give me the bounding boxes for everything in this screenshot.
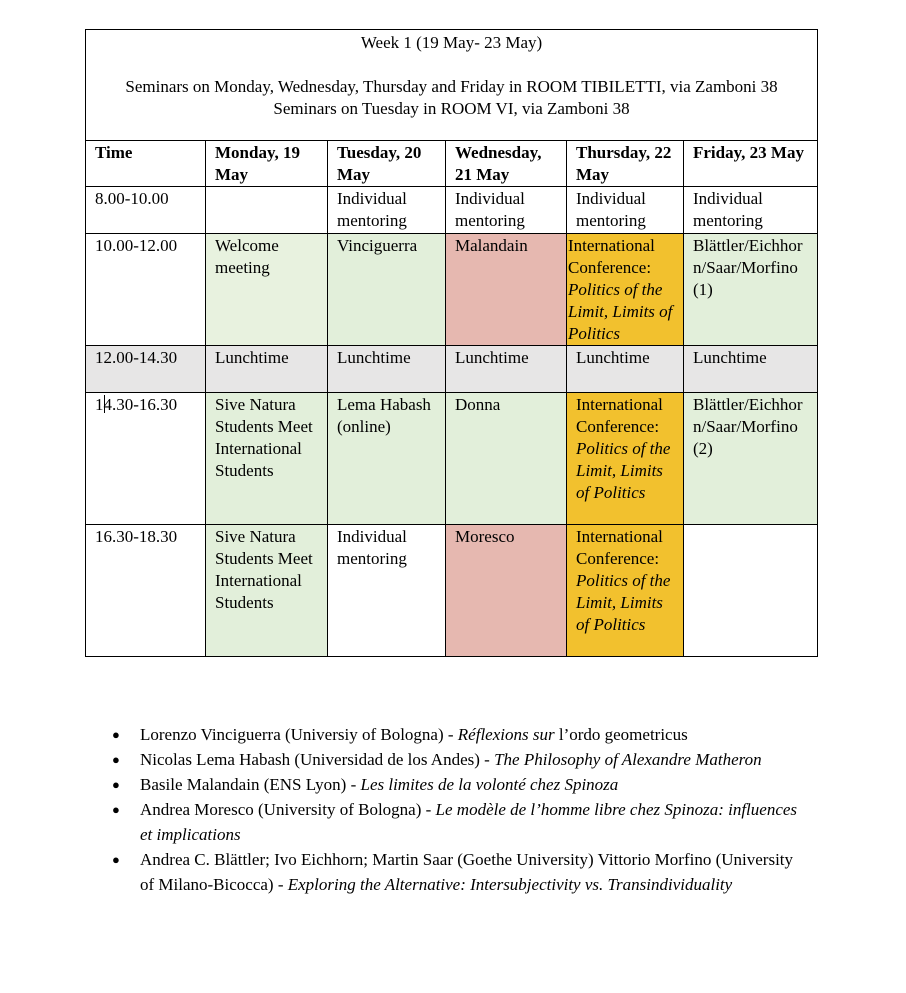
bullet-icon: ● xyxy=(112,752,120,767)
table-title-row xyxy=(86,30,818,141)
cell-wednesday: Malandain xyxy=(446,234,567,346)
list-item: ● Basile Malandain (ENS Lyon) - Les limites de la volonté chez Spinoza xyxy=(108,772,808,797)
location-line-1: Seminars on Monday, Wednesday, Thursday and Friday in ROOM TIBILETTI, via Zamboni 38 xyxy=(125,77,778,96)
list-item: ● Andrea C. Blättler; Ivo Eichhorn; Martin Saar (Goethe University) Vittorio Morfino (University of Milano-Bicocca) - Exploring the Alternative: Intersubjectivity vs. Transindividuality xyxy=(108,847,808,897)
list-item: ● Nicolas Lema Habash (Universidad de los Andes) - The Philosophy of Alexandre Matheron xyxy=(108,747,808,772)
conference-title: Politics of the Limit, Limits of Politics xyxy=(568,280,673,343)
header-monday: Monday, 19 May xyxy=(206,141,328,187)
bullet-icon: ● xyxy=(112,727,120,742)
cell-thursday xyxy=(567,525,684,657)
cell-tuesday: Lunchtime xyxy=(328,346,446,393)
cell-tuesday: Individual mentoring xyxy=(328,525,446,657)
location-line-2: Seminars on Tuesday in ROOM VI, via Zamboni 38 xyxy=(273,99,630,118)
conference-title: Politics of the Limit, Limits of Politics xyxy=(576,571,671,634)
cell-thursday: Individual mentoring xyxy=(567,187,684,234)
cell-friday xyxy=(684,525,818,657)
list-item: ● Andrea Moresco (University of Bologna) - Le modèle de l’homme libre chez Spinoza: influences et implications xyxy=(108,797,808,847)
table-row xyxy=(86,234,818,346)
cell-friday: Blättler/Eichhorn/Saar/Morfino (2) xyxy=(684,393,818,525)
speaker-list xyxy=(108,722,808,897)
bullet-icon: ● xyxy=(112,777,120,792)
conference-label: International Conference: xyxy=(576,527,663,568)
header-tuesday: Tuesday, 20 May xyxy=(328,141,446,187)
cell-thursday xyxy=(567,393,684,525)
cell-monday: Lunchtime xyxy=(206,346,328,393)
header-row xyxy=(86,141,818,187)
time-slot: 10.00-12.00 xyxy=(86,234,206,346)
week-title: Week 1 (19 May- 23 May) xyxy=(360,33,543,52)
schedule-table xyxy=(85,29,818,657)
cell-tuesday: Vinciguerra xyxy=(328,234,446,346)
cell-monday: Sive Natura Students Meet International Students xyxy=(206,393,328,525)
cell-wednesday: Lunchtime xyxy=(446,346,567,393)
bullet-icon: ● xyxy=(112,802,120,817)
cell-tuesday: Lema Habash (online) xyxy=(328,393,446,525)
time-slot: 14.30-16.30 xyxy=(86,393,206,525)
cell-friday: Lunchtime xyxy=(684,346,818,393)
cell-monday: Welcome meeting xyxy=(206,234,328,346)
cell-wednesday: Individual mentoring xyxy=(446,187,567,234)
header-time: Time xyxy=(86,141,206,187)
header-friday: Friday, 23 May xyxy=(684,141,818,187)
table-row xyxy=(86,393,818,525)
cell-wednesday: Donna xyxy=(446,393,567,525)
table-title-cell xyxy=(86,30,818,141)
header-thursday: Thursday, 22 May xyxy=(567,141,684,187)
list-item: ● Lorenzo Vinciguerra (Universiy of Bologna) - Réflexions sur l’ordo geometricus xyxy=(108,722,808,747)
cell-thursday: Lunchtime xyxy=(567,346,684,393)
cell-monday xyxy=(206,187,328,234)
cell-monday: Sive Natura Students Meet International Students xyxy=(206,525,328,657)
table-row xyxy=(86,187,818,234)
conference-label: International Conference: xyxy=(568,236,655,277)
conference-title: Politics of the Limit, Limits of Politics xyxy=(576,439,671,502)
table-row xyxy=(86,346,818,393)
cell-friday: Blättler/Eichhorn/Saar/Morfino (1) xyxy=(684,234,818,346)
time-slot: 16.30-18.30 xyxy=(86,525,206,657)
header-wednesday: Wednesday, 21 May xyxy=(446,141,567,187)
time-slot: 12.00-14.30 xyxy=(86,346,206,393)
conference-label: International Conference: xyxy=(576,395,663,436)
cell-wednesday: Moresco xyxy=(446,525,567,657)
table-row xyxy=(86,525,818,657)
cell-friday: Individual mentoring xyxy=(684,187,818,234)
bullet-icon: ● xyxy=(112,852,120,867)
cell-thursday xyxy=(567,234,684,346)
time-slot: 8.00-10.00 xyxy=(86,187,206,234)
cell-tuesday: Individual mentoring xyxy=(328,187,446,234)
